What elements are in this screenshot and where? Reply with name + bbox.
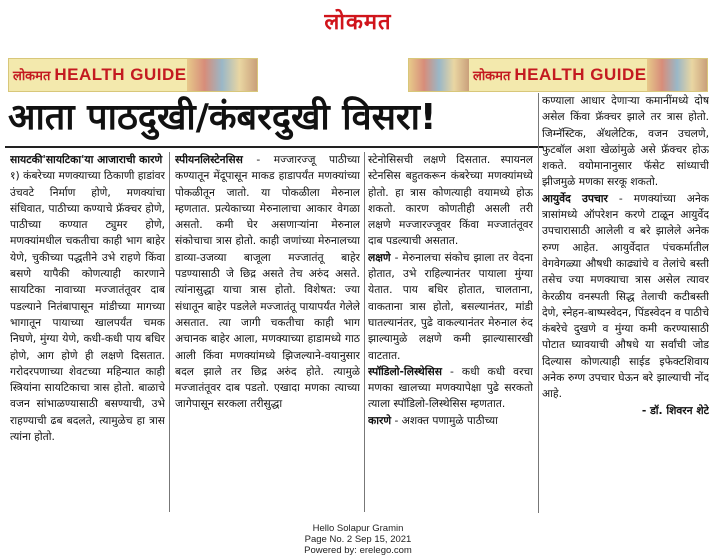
column-text: कण्याला आधार देणाऱ्या कमानींमध्ये दोष असेल किंवा फ्रॅक्चर झाले तर त्रास होतो. जिम्नॅस्टिक, अ‍ॅथलेटिक, वजन उचलणे, फुटबॉल अशा खेळांमुळे असे फ्रॅक्चर होऊ शकते. वयोमानानुसार फॅसेट सांध्याची झीजमुळे मणका सरकू शकतो. (542, 94, 709, 189)
newspaper-masthead (0, 0, 716, 38)
column-text: १) कंबरेच्या मणक्याच्या ठिकाणी हाडांवर उंचवटे निर्माण होणे, मणक्यांचा संधिवात, पाठीच्या कण्याचे फ्रॅक्चर होणे, पाठीच्या कण्यात ट्युमर होणे, मणक्यांमधील चकतीचा काही भाग बाहेर येणे, चुकीच्या पद्धतीने उभे राहणे किंवा बसणे यापैकी कोणत्याही कारणाने सायटिका नावाच्या मज्जातंतूवर दाब पडल्याने नितंबापासून मांडीच्या मागच्या भागातून पायाच्या खालपर्यंत चमक निघणे, मुंग्या येणे, कधी-कधी पाय बधिर होणे, आग होणे ही लक्षणे दिसतात. गरोदरपणाच्या शेवटच्या महिन्यात काही स्त्रियांना सायटिकाचा त्रास होतो. बाळाचे वजन सांभाळण्यासाठी बसण्याची, उभे राहण्याची ढब बदलते, त्यामुळेच हा त्रास त्यांना होतो. (10, 169, 165, 444)
banner-title: HEALTH GUIDE (514, 65, 647, 84)
health-guide-banner-left (8, 58, 258, 92)
column-text: - अशक्त पणामुळे पाठीच्या (391, 413, 498, 427)
column-text: - मणक्यांच्या अनेक त्रासांमध्ये ऑपरेशन करणे टाळून आयुर्वेद उपचारासाठी आलेली व बरे झालेले अनेक रुग्ण आहेत. आयुर्वेदात पंचकर्मातील वेगवेगळ्या औषधी काढ्यांचे व तेलांचे बस्ती तसेच ज्या मणक्याचा त्रास असेल त्यावर केरळीय वनस्पती सिद्ध तेलाची कटीबस्ती देणे, स्नेहन-बाष्पस्वेदन, पिंडस्वेदन व पाठीचे कंबरेचे दुखणे व मुंग्या कमी करण्यासाठी पोटात घ्यावयाची औषधे या सर्वांची जोड दिल्यास कोणत्याही साईड इफेक्टशिवाय अनेक रुग्ण उपचार घेऊन बरे झाल्याची नोंद आहे. (542, 191, 709, 401)
column-text: - मज्जारज्जू पाठीच्या कण्यातून मेंदूपासून माकड हाडापर्यंत मणक्यांच्या पोकळीतून जातो. या पोकळीला मेरुनाल म्हणतात. प्रत्येकाच्या मेरुनालाचा आकार वेगळा असतो. कमी घेर असणाऱ्यांना मेरुनाल संकोचाचा त्रास होतो. काही जणांच्या मेरुनालच्या डाव्या-उजव्या बाजूला मज्जातंतू बाहेर पडण्यासाठी जे छिद्र असते तेच अरुंद असते. त्यांनासुद्धा याचा त्रास होतो. विशेषत: ज्या संधातून बाहेर पडलेले मज्जातंतू पायापर्यंत गेलेले असतात. त्या जागी चकतीचा काही भाग अचानक बाहेर आला, मणक्याच्या हाडामध्ये गाठ आली किंवा मणक्यांमध्ये झिजल्याने-वयानुसार बदल झाले तर छिद्र अरुंद होते. त्यामुळे मज्जातंतूवर दाब पडतो. एखादा मणका त्याच्या जागेपासून सरकला तरीसुद्धा (175, 153, 360, 411)
page-info: Page No. 2 Sep 15, 2021 (304, 534, 412, 545)
column-text: - मेरुनालचा संकोच झाला तर वेदना होतात, उभे राहिल्यानंतर पायाला मुंग्या येतात. पाय बधिर होतात, चालताना, वाकताना त्रास होतो, बसल्यानंतर, मांडी घातल्यानंतर, पुढे वाकल्यानंतर मेरुनाल रुंद झाल्यामुळे लक्षणे कमी झाल्यासारखी वाटतात. (368, 250, 533, 362)
banner-image (647, 59, 707, 91)
section-lead: स्पॉडिलो-लिस्थेसिस (368, 364, 442, 378)
banner-title: HEALTH GUIDE (54, 65, 187, 84)
health-guide-banner-right (408, 58, 708, 92)
column-text: - कधी कधी वरचा मणका खालच्या मणक्यापेक्षा पुढे सरकतो त्याला स्पॉडिलो-लिस्थेसिस म्हणतात. (368, 364, 533, 411)
section-lead: कारणे (368, 413, 392, 427)
column-divider (169, 152, 170, 512)
banner-image (187, 59, 257, 91)
author-signature: - डॉ. शिवरन शेटे (641, 403, 709, 417)
masthead-logo: लोकमत (324, 9, 392, 35)
banner-image (409, 59, 469, 91)
article-column-4 (542, 93, 709, 513)
article-column-1 (10, 152, 165, 512)
banner-brand: लोकमत (13, 69, 51, 84)
headline-divider (5, 146, 543, 148)
powered-by: Powered by: erelego.com (304, 545, 412, 556)
section-lead: लक्षणे (368, 250, 391, 264)
section-lead: स्पीयनलिस्टेनसिस (175, 153, 243, 166)
page-footer (0, 523, 716, 556)
column-text: स्टेनोसिसची लक्षणे दिसतात. स्पायनल स्टेनसिस बहुतकरून कंबरेच्या मणक्यांमध्ये होतो. हा त्रास कोणत्याही वयामध्ये होऊ शकतो. कारण कोणतीही असली तरी लक्षणे मज्जारज्जूवर किंवा मज्जातंतूवर दाब पडल्याची असतात. (368, 153, 533, 248)
banner-brand: लोकमत (473, 69, 511, 84)
edition-name: Hello Solapur Gramin (312, 523, 404, 534)
article-headline: आता पाठदुखी/कंबरदुखी विसरा! (8, 97, 437, 138)
column-subheading: सायटकी'सायटिका'या आजाराची कारणे (10, 153, 163, 166)
section-lead: आयुर्वेद उपचार (542, 191, 608, 205)
column-divider (364, 152, 365, 512)
article-column-2 (175, 152, 360, 512)
article-column-3 (368, 152, 533, 512)
column-divider (538, 93, 539, 513)
